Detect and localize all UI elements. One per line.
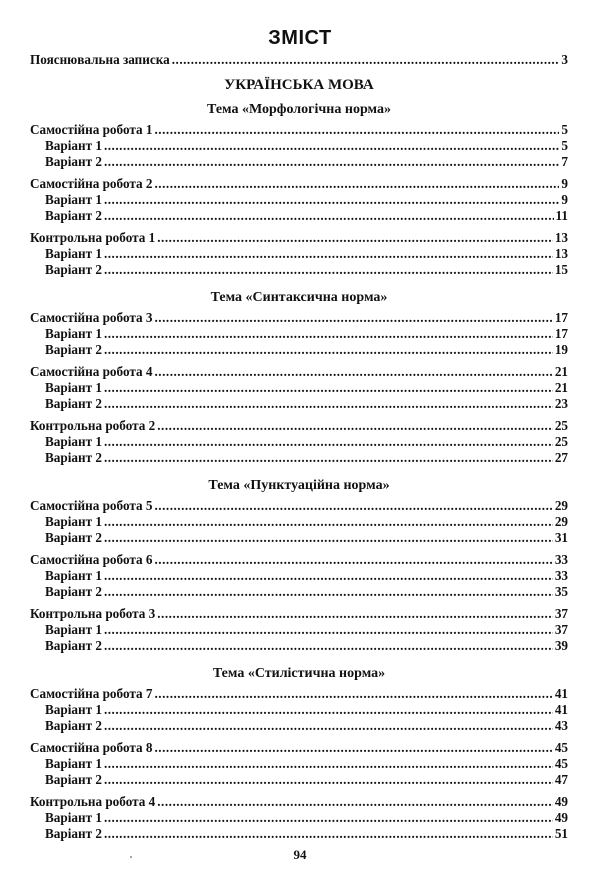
toc-entry-label: Контрольна робота 4 bbox=[30, 794, 156, 809]
toc-entry-label: Варіант 2 bbox=[45, 638, 102, 653]
dot-leader bbox=[104, 192, 559, 208]
dot-leader bbox=[155, 122, 560, 138]
toc-entry-page: 37 bbox=[554, 606, 568, 621]
toc-entry-variant bbox=[30, 192, 568, 208]
toc-entry-page: 29 bbox=[554, 498, 568, 513]
toc-entry-page: 27 bbox=[554, 450, 568, 465]
dot-leader bbox=[104, 584, 553, 600]
dot-leader bbox=[172, 52, 560, 68]
dot-leader bbox=[104, 246, 553, 262]
toc-entry-page: 5 bbox=[561, 138, 568, 153]
section-title: УКРАЇНСЬКА МОВА bbox=[224, 77, 374, 93]
dot-leader bbox=[104, 772, 553, 788]
toc-entry-page: 41 bbox=[554, 702, 568, 717]
toc-entry-variant bbox=[30, 262, 568, 278]
dot-leader bbox=[104, 826, 553, 842]
toc-entry-label: Варіант 1 bbox=[45, 138, 102, 153]
toc-entry-page: 13 bbox=[554, 230, 568, 245]
toc-entry-label: Контрольна робота 3 bbox=[30, 606, 156, 621]
dot-leader bbox=[104, 342, 553, 358]
toc-entry-page: 33 bbox=[554, 568, 568, 583]
toc-entry-page: 45 bbox=[554, 740, 568, 755]
toc-entry-variant bbox=[30, 154, 568, 170]
toc-entry-page: 33 bbox=[554, 552, 568, 567]
toc-entry-page: 3 bbox=[561, 52, 568, 67]
dot-leader bbox=[157, 418, 553, 434]
dot-leader bbox=[157, 794, 553, 810]
toc-entry-label: Варіант 1 bbox=[45, 568, 102, 583]
toc-title: ЗМІСТ bbox=[268, 27, 332, 49]
toc-entry-page: 49 bbox=[554, 810, 568, 825]
toc-entry-variant bbox=[30, 756, 568, 772]
toc-entry-page: 31 bbox=[554, 530, 568, 545]
dot-leader bbox=[104, 638, 553, 654]
toc-entry-variant bbox=[30, 638, 568, 654]
toc-entry-label: Варіант 2 bbox=[45, 342, 102, 357]
toc-entry-page: 43 bbox=[554, 718, 568, 733]
dot-leader bbox=[155, 364, 553, 380]
dot-leader bbox=[157, 230, 553, 246]
toc-entry-variant bbox=[30, 584, 568, 600]
dot-leader bbox=[104, 208, 554, 224]
toc-entry-page: 11 bbox=[555, 208, 568, 223]
toc-entry-label: Самостійна робота 4 bbox=[30, 364, 153, 379]
toc-entry-page: 49 bbox=[554, 794, 568, 809]
dot-leader bbox=[155, 310, 553, 326]
toc-entry-label: Контрольна робота 1 bbox=[30, 230, 156, 245]
toc-entry-label: Самостійна робота 8 bbox=[30, 740, 153, 755]
toc-entry-page: 15 bbox=[554, 262, 568, 277]
dot-leader bbox=[104, 138, 559, 154]
toc-entry-variant bbox=[30, 568, 568, 584]
toc-entry-page: 25 bbox=[554, 434, 568, 449]
toc-entry-work bbox=[30, 552, 568, 568]
toc-entry-variant bbox=[30, 514, 568, 530]
dot-leader bbox=[104, 756, 553, 772]
toc-entry-variant bbox=[30, 826, 568, 842]
toc-entry-work bbox=[30, 686, 568, 702]
toc-entry-page: 21 bbox=[554, 364, 568, 379]
toc-entry-label: Варіант 1 bbox=[45, 622, 102, 637]
toc-entry-label: Варіант 1 bbox=[45, 702, 102, 717]
toc-entry-label: Варіант 2 bbox=[45, 262, 102, 277]
toc-entry-page: 17 bbox=[554, 326, 568, 341]
toc-entry-work bbox=[30, 794, 568, 810]
toc-entry-label: Варіант 2 bbox=[45, 718, 102, 733]
toc-entry-label: Варіант 1 bbox=[45, 514, 102, 529]
toc-entry-work bbox=[30, 122, 568, 138]
toc-entry-label: Самостійна робота 5 bbox=[30, 498, 153, 513]
toc-entry-page: 5 bbox=[561, 122, 568, 137]
toc-entry-variant bbox=[30, 450, 568, 466]
toc-entry-label: Самостійна робота 2 bbox=[30, 176, 153, 191]
page-number: 94 bbox=[293, 847, 307, 862]
dot-leader bbox=[104, 568, 553, 584]
dot-leader bbox=[104, 154, 559, 170]
topic-spacer bbox=[30, 466, 568, 474]
toc-entry-variant bbox=[30, 208, 568, 224]
toc-entry-page: 47 bbox=[554, 772, 568, 787]
dot-leader bbox=[104, 380, 553, 396]
toc-entry-label: Варіант 2 bbox=[45, 584, 102, 599]
dot-leader bbox=[157, 606, 553, 622]
speck-mark bbox=[130, 856, 132, 858]
toc-entry-work bbox=[30, 418, 568, 434]
topic-spacer bbox=[30, 654, 568, 662]
toc-entry-variant bbox=[30, 246, 568, 262]
toc-entry-variant bbox=[30, 622, 568, 638]
dot-leader bbox=[104, 450, 553, 466]
topic-heading: Тема «Синтаксична норма» bbox=[210, 290, 388, 305]
table-of-contents bbox=[30, 52, 568, 842]
toc-entry-work bbox=[30, 310, 568, 326]
toc-entry-page: 29 bbox=[554, 514, 568, 529]
toc-entry-label: Пояснювальна записка bbox=[30, 52, 170, 67]
toc-entry-page: 51 bbox=[554, 826, 568, 841]
toc-entry-work bbox=[30, 498, 568, 514]
toc-entry-page: 37 bbox=[554, 622, 568, 637]
toc-entry-page: 39 bbox=[554, 638, 568, 653]
toc-entry-page: 25 bbox=[554, 418, 568, 433]
dot-leader bbox=[104, 326, 553, 342]
toc-entry-variant bbox=[30, 530, 568, 546]
toc-entry-variant bbox=[30, 772, 568, 788]
toc-entry-label: Самостійна робота 7 bbox=[30, 686, 153, 701]
toc-entry-intro bbox=[30, 52, 568, 68]
toc-entry-variant bbox=[30, 396, 568, 412]
toc-entry-label: Варіант 1 bbox=[45, 326, 102, 341]
toc-entry-variant bbox=[30, 326, 568, 342]
toc-entry-variant bbox=[30, 718, 568, 734]
toc-entry-label: Варіант 1 bbox=[45, 246, 102, 261]
topics-container bbox=[30, 98, 568, 842]
dot-leader bbox=[104, 514, 553, 530]
dot-leader bbox=[104, 810, 553, 826]
topic-heading: Тема «Пунктуаційна норма» bbox=[208, 478, 390, 493]
toc-entry-variant bbox=[30, 342, 568, 358]
toc-entry-label: Варіант 2 bbox=[45, 772, 102, 787]
toc-entry-label: Варіант 2 bbox=[45, 208, 102, 223]
toc-entry-page: 7 bbox=[561, 154, 568, 169]
dot-leader bbox=[104, 622, 553, 638]
toc-entry-label: Варіант 1 bbox=[45, 810, 102, 825]
toc-entry-variant bbox=[30, 434, 568, 450]
topic-spacer bbox=[30, 278, 568, 286]
toc-entry-page: 21 bbox=[554, 380, 568, 395]
toc-entry-label: Варіант 2 bbox=[45, 450, 102, 465]
toc-entry-label: Варіант 2 bbox=[45, 154, 102, 169]
toc-entry-label: Самостійна робота 6 bbox=[30, 552, 153, 567]
dot-leader bbox=[104, 702, 553, 718]
toc-entry-label: Варіант 1 bbox=[45, 756, 102, 771]
toc-entry-label: Варіант 2 bbox=[45, 530, 102, 545]
toc-entry-page: 13 bbox=[554, 246, 568, 261]
toc-entry-page: 41 bbox=[554, 686, 568, 701]
toc-entry-variant bbox=[30, 702, 568, 718]
toc-entry-work bbox=[30, 364, 568, 380]
toc-entry-variant bbox=[30, 810, 568, 826]
dot-leader bbox=[155, 686, 553, 702]
toc-entry-page: 17 bbox=[554, 310, 568, 325]
toc-entry-page: 35 bbox=[554, 584, 568, 599]
toc-entry-page: 45 bbox=[554, 756, 568, 771]
toc-entry-label: Варіант 1 bbox=[45, 434, 102, 449]
dot-leader bbox=[155, 498, 553, 514]
toc-entry-work bbox=[30, 606, 568, 622]
toc-entry-label: Варіант 1 bbox=[45, 192, 102, 207]
dot-leader bbox=[104, 262, 553, 278]
dot-leader bbox=[155, 552, 553, 568]
dot-leader bbox=[104, 530, 553, 546]
toc-entry-work bbox=[30, 176, 568, 192]
toc-entry-label: Варіант 2 bbox=[45, 826, 102, 841]
toc-entry-variant bbox=[30, 138, 568, 154]
dot-leader bbox=[155, 176, 560, 192]
dot-leader bbox=[104, 396, 553, 412]
toc-entry-variant bbox=[30, 380, 568, 396]
toc-entry-page: 9 bbox=[561, 176, 568, 191]
toc-entry-label: Самостійна робота 3 bbox=[30, 310, 153, 325]
dot-leader bbox=[155, 740, 553, 756]
toc-entry-page: 23 bbox=[554, 396, 568, 411]
toc-entry-label: Самостійна робота 1 bbox=[30, 122, 153, 137]
toc-entry-label: Варіант 2 bbox=[45, 396, 102, 411]
dot-leader bbox=[104, 718, 553, 734]
toc-entry-work bbox=[30, 740, 568, 756]
toc-entry-work bbox=[30, 230, 568, 246]
topic-heading: Тема «Морфологічна норма» bbox=[207, 102, 391, 117]
topic-heading: Тема «Стилістична норма» bbox=[212, 666, 386, 681]
toc-entry-label: Варіант 1 bbox=[45, 380, 102, 395]
toc-entry-page: 19 bbox=[554, 342, 568, 357]
dot-leader bbox=[104, 434, 553, 450]
toc-entry-label: Контрольна робота 2 bbox=[30, 418, 156, 433]
toc-entry-page: 9 bbox=[561, 192, 568, 207]
